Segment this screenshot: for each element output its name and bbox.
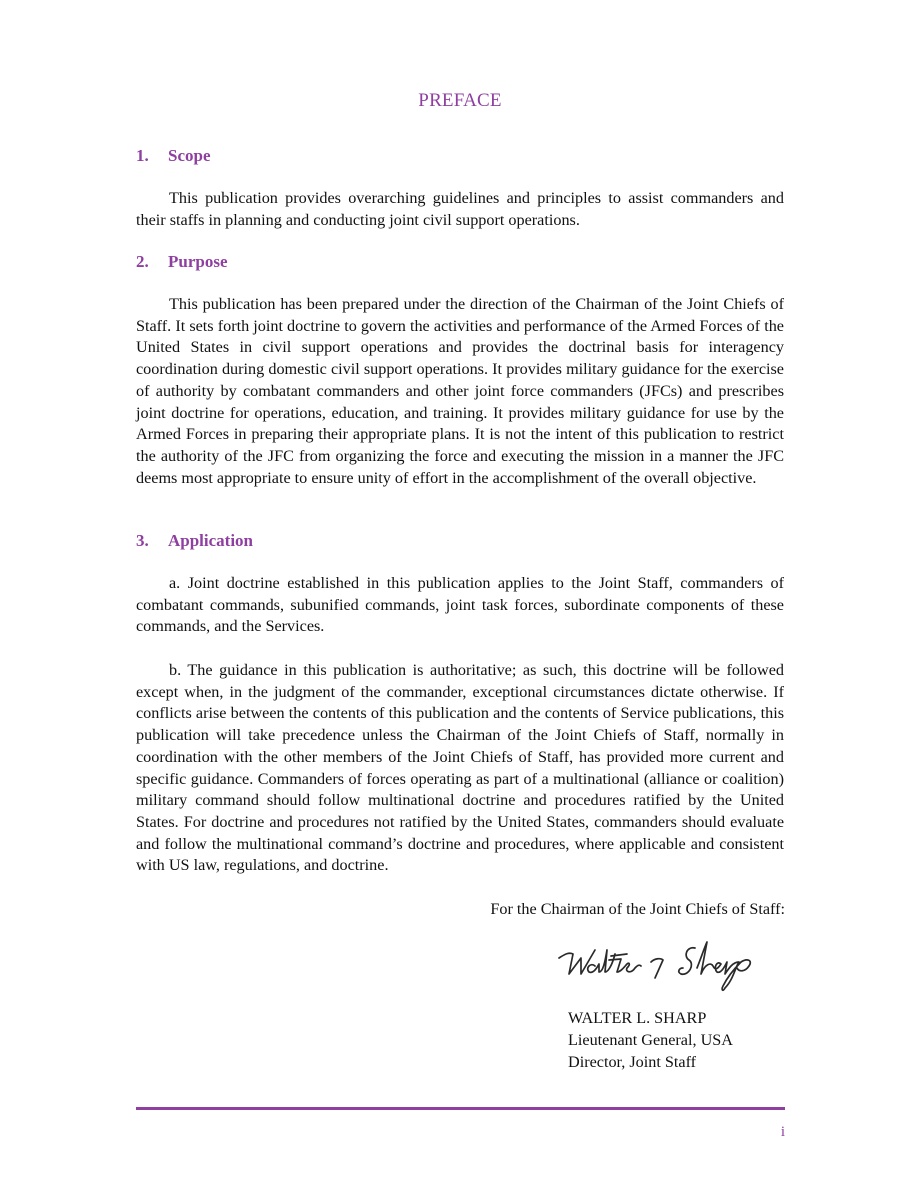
- section-title: Purpose: [168, 252, 228, 271]
- section-heading-scope: [136, 146, 211, 166]
- signer-block: [568, 1007, 733, 1073]
- signer-rank: Lieutenant General, USA: [568, 1031, 733, 1049]
- page-number: i: [780, 1124, 785, 1140]
- scope-paragraph: This publication provides overarching guidelines and principles to assist commanders and their staffs in planning and conducting joint civil support operations.: [136, 189, 784, 229]
- section-number: 2.: [136, 252, 149, 271]
- section-heading-application: [136, 531, 253, 551]
- section-heading-purpose: [136, 252, 228, 272]
- section-title: Scope: [168, 146, 211, 165]
- signer-position: Director, Joint Staff: [568, 1053, 697, 1071]
- closing-line: For the Chairman of the Joint Chiefs of Staff:: [490, 900, 785, 918]
- section-number: 3.: [136, 531, 149, 550]
- application-paragraph-a: a. Joint doctrine established in this publication applies to the Joint Staff, commanders of combatant commands, subunified commands, joint task forces, subordinate components of these commands, and the Services.: [136, 574, 784, 636]
- section-number: 1.: [136, 146, 149, 165]
- purpose-paragraph: This publication has been prepared under the direction of the Chairman of the Joint Chiefs of Staff. It sets forth joint doctrine to govern the activities and performance of the Armed Forces of the United States in civil support operations and provides the doctrinal basis for interagency coordination during domestic civil support operations. It provides military guidance for the exercise of authority by combatant commanders and other joint force commanders (JFCs) and prescribes joint doctrine for operations, education, and training. It provides military guidance for use by the Armed Forces in preparing their appropriate plans. It is not the intent of this publication to restrict the authority of the JFC from organizing the force and executing the mission in a manner the JFC deems most appropriate to ensure unity of effort in the accomplishment of the overall objective.: [136, 295, 784, 487]
- page-title: PREFACE: [418, 90, 502, 111]
- footer-rule: [136, 1107, 785, 1110]
- signer-name: WALTER L. SHARP: [568, 1009, 707, 1027]
- application-paragraph-b: b. The guidance in this publication is authoritative; as such, this doctrine will be followed except when, in the judgment of the commander, exceptional circumstances dictate otherwise. If conflicts arise between the contents of this publication and the contents of Service publications, this publication will take precedence unless the Chairman of the Joint Chiefs of Staff, normally in coordination with the other members of the Joint Chiefs of Staff, has provided more current and specific guidance. Commanders of forces operating as part of a multinational (alliance or coalition) military command should follow multinational doctrine and procedures ratified by the United States. For doctrine and procedures not ratified by the United States, commanders should evaluate and follow the multinational command’s doctrine and procedures, where applicable and consistent with US law, regulations, and doctrine.: [136, 661, 784, 875]
- handwritten-signature: [555, 928, 760, 998]
- section-title: Application: [168, 531, 254, 550]
